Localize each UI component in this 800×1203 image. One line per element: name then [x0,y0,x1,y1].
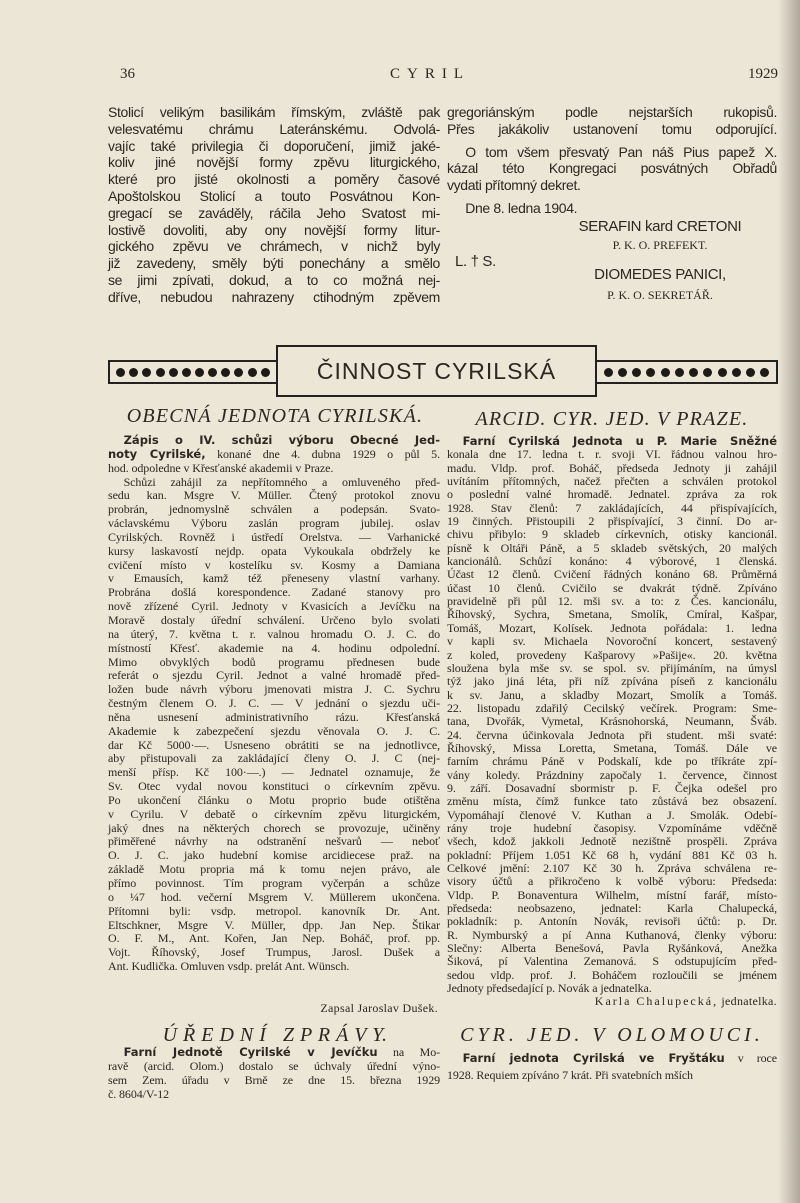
text-line: Ant. Kudlička. Omluven vsdp. prelát Ant. Wünsch. [108,959,350,974]
bold-lead: Zápis o IV. schůzi výboru Obecné Jed- [123,433,440,447]
text-line: gického zpěvu ve chrámech, v nichž byly [108,238,440,255]
text-line: Říhovský, Missa Loretta, Smetana, Tomáš. Dále ve [447,740,777,755]
text-line: čestným členem O. J. C. — V jednání o sjezdu uči- [108,696,440,711]
text-line: dříve, nebudou nahrazeny ctihodným zpěvem [108,288,440,305]
text-line: O. J. C. jako hudební komise arcidiecese praž. na [108,848,440,863]
text-line: Sv. Otec vydal novou konstituci o církevním zpěvu. [108,779,440,794]
bold-lead: Farní Jednotě Cyrilské v Jevíčku [123,1045,378,1059]
line-text: v roce [724,1051,778,1065]
text-line: jaký dnes na některých chorech se provozuje, učiněny [108,820,440,835]
text-line: sedu kan. Msgre V. Müller. Čtený protokol znovu [108,488,440,503]
text-line: kázal této Kongregaci posvátných Obřadů [447,160,777,177]
bold-lead: Farní jednota Cyrilská ve Fryštáku [462,1051,725,1065]
text-line: R. Nymburský a pí Anna Kuthanová, členky výboru: [447,927,777,942]
text-line: Celkové jmění: 2.107 Kč 30 h. Zpráva schválena re- [447,861,777,875]
decree-paragraph [447,104,777,138]
obecna-signature: Zapsal Jaroslav Dušek. [320,1001,438,1015]
text-line: cvičení místo v kostelíku sv. Kosmy a Damiana [108,557,440,572]
signer-1: SERAFIN kard CRETONI [578,218,742,235]
text-line: aby přistupovali za zakládající členy O. J. C (nej- [108,751,440,766]
text-line: na úterý, 7. května t. r. valnou hromadu O. J. C. do [108,626,440,641]
text-line: Probrána došlá korespondence. Zadané stanovy pro [108,585,440,600]
text-line: nově zřízené Cyril. Jednoty v Kvasicích a Jevíčku na [108,599,440,614]
text-line: č. 8604/V-12 [108,1087,170,1101]
text-line: 22. listopadu zdařilý Cecilský večírek. Program: Sme- [447,700,777,715]
text-line: konala dne 17. ledna t. r. svoji VI. řádnou valnou hro- [447,447,777,462]
text-line: písně k Oltáři Páně, a 5 skladeb světských, 20 malých [447,540,777,555]
seal-mark: L. † S. [455,253,496,270]
bold-lead: noty Cyrilské, [108,446,206,461]
banner-dots-left [108,360,276,384]
text-line: visory účtů a přikročeno k volbě výboru: Předseda: [447,874,777,889]
text-line: změnu místa, čímž funkce tato zůstává bez obsazení. [447,794,777,809]
text-line: v kapli sv. Michaela Novoroční koncert, sestavený [447,634,777,649]
heading-arcid-praha: ARCID. CYR. JED. V PRAZE. [475,408,749,430]
section-banner-title: ČINNOST CYRILSKÁ [316,357,557,384]
text-line: o ¼7 hod. večerní Msgrem V. Müllerem ukončena. [108,889,440,904]
text-line: O tom všem přesvatý Pan náš Pius papež X. [465,143,777,160]
text-line: madu. Vldp. prof. Boháč, předseda Jednoty ji zahájil [447,460,777,475]
decree-paragraph [447,144,777,194]
text-line: Stolicí velikým basilikám římským, zvláště pak [108,104,440,120]
text-line: menší přísp. Kč 100·—.) — Jednatel oznamuje, že [108,765,440,780]
text-line: přímo povinnost. Tím program vyčerpán a schůze [108,876,440,890]
text-line: 9. září. Dosavadní sbormistr p. F. Čejka odešel pro [447,780,777,795]
text-line: gregoriánským podle nejstarších rukopisů. [447,104,777,120]
text-line: Přes jakákoliv ustanovení tomu odporující. [447,120,777,137]
text-line: 24. června účinkovala Jednota při student. mši svaté: [447,727,777,742]
text-line [108,1045,440,1059]
text-line: referát o sjezdu Cyril. Jednot a valné hromadě před- [108,668,440,683]
text-line: hod. odpoledne v Křesťanské akademii v Praze. [108,460,334,475]
text-line: Moravě dostaly úřední schválení. Určeno bylo svolati [108,612,440,627]
text-line: pokladník: p. Antonín Novák, revisoři účtů: p. Dr. [447,914,777,929]
text-line: vydati přítomný dekret. [447,177,581,194]
decree-date: Dne 8. ledna 1904. [465,199,578,216]
decree-text-right [447,104,777,217]
text-line: z koled, provedeny Kašparovy »Pašije«. 20. května [447,647,777,662]
text-line: koliv jiné novější formy zpěvu liturgického, [108,154,440,171]
signature-name: Karla Chalupecká, [594,994,719,1008]
text-line: sloužena byla mše sv. se spol. sv. přijímáním, na úmysl [447,660,777,675]
text-line: pokladní: Příjem 1.051 Kč 68 h, vydání 881 Kč 03 h. [447,847,777,862]
text-line: předseda: neobsazeno, jednatel: Karla Chalupecká, [447,901,777,916]
text-line: vány koledy. Prázdniny započaly 1. července, činnost [447,767,777,782]
section-banner [276,345,597,397]
text-line: sem Zem. úřadu v Brně ze dne 15. března 1929 [108,1073,440,1087]
uredni-body [108,1045,440,1101]
text-line: chivu přibylo: 9 skladeb církevních, otisky kancionál. [447,527,777,542]
signer-2-title: P. K. O. SEKRETÁŘ. [607,288,713,302]
text-line: 19 činných. Přistoupili 2 přispívající, 3 činní. Do ar- [447,514,777,529]
text-line: Tomáš, Mozart, Kolísek. Jednota pořádala: 1. ledna [447,620,777,635]
text-line: se jimi zpívati, dokud, a to co možná nej- [108,271,440,288]
text-line: farním chrámu Páně v Podskalí, kde po tříkráte zpí- [447,754,777,769]
text-line: Mimo obvyklých bodů programu přednesen bude [108,654,440,669]
line-text: na Mo- [377,1045,440,1059]
text-line: uvítáním přítomných, načež přečten a schválen protokol [447,474,777,489]
text-line: které pro jisté okolnosti a poměry časové [108,171,440,188]
text-line [108,448,440,462]
text-line: 1928. Stav členů: 7 zakládajících, 44 přispívajících, [447,500,777,515]
praha-signature [447,995,777,1008]
text-line: vajíc také privilegia či doporučení, jimiž jaké- [108,137,440,154]
text-line: účast 10 členů. Cvičilo se dvakrát týdně. Zpíváno [447,580,777,595]
text-line: gregací se zaváděly, ráčila Jeho Svatost mi- [108,204,440,221]
text-line: Schůzi zahájil za nepřítomného a omluveného před- [123,474,440,489]
text-line: Říhovský, Sychra, Smetana, Smolík, Cmíral, Kašpar, [447,607,777,622]
line-text: konané dne 4. dubna 1929 o půl 5. [205,446,440,461]
heading-obecna-jednota: OBECNÁ JEDNOTA CYRILSKÁ. [126,405,424,427]
text-line: něna usnesení administrativního rázu. Křesťanská [108,709,440,724]
obecna-body [108,434,440,974]
text-line: Šiková, pí Valentina Zemanová. S odstupujícím před- [447,954,777,969]
text-line: Vypomáhají členové V. Kuthan a J. Smolák. Odebí- [447,807,777,822]
text-line: rány troje hudební časopisy. Vzpomínáme vděčně [447,820,777,835]
text-line: 1928. Requiem zpíváno 7 krát. Při svatebních mších [447,1068,693,1082]
olomouc-body [447,1050,777,1084]
text-line: všech, kdož jakkoli Jednotě nezištně prospěli. Zpráva [447,834,777,849]
text-line: týž jako jiná léta, při níž zpívána píseň z kancionálu [447,674,777,689]
signature-role: jednatelka. [718,994,777,1008]
text-line: v Emausích, kamž též přeneseny vlastní varhany. [108,571,440,586]
text-line: velesvatému chrámu Lateránskému. Odvolá- [108,120,440,137]
text-line: Eltschkner, Msgre V. Müller, dpp. Jan Nep. Štikar [108,917,440,932]
signer-2: DIOMEDES PANICI, [594,266,726,283]
text-line: václavskému Výboru zaslán program jubilej. oslav [108,516,440,531]
text-line: ravě (arcid. Olom.) dostalo se úchvaly úřední výno- [108,1059,440,1073]
text-line: o poslední valné hromadě. Jednatel. zpráva za rok [447,487,777,502]
year: 1929 [748,66,778,82]
text-line: k sv. Janu, a skladby Mozart, Smolík a Tomáš. [447,687,777,702]
text-line: základě Motu propria má k tomu nejen právo, ale [108,862,440,877]
signer-1-title: P. K. O. PREFEKT. [612,238,708,252]
text-line [108,434,440,448]
text-line: lostivě dovoliti, aby ony novější formy litur- [108,221,440,238]
text-line: Apoštolskou Stolicí a touto Posvátnou Kon- [108,187,440,204]
text-line: probrán, jednomyslně schválen a podepsán. Svato- [108,502,440,517]
journal-title: CYRIL [390,66,470,82]
text-line: přiměřené návrhy na odstranění nešvarů — neboť [108,834,440,849]
decree-text-left [108,104,440,306]
text-line: O. F. M., Ant. Kořen, Jan Nep. Boháč, prof. pp. [108,931,440,946]
text-line: místností Křesť. akademie na 4. hodinu odpolední. [108,640,440,655]
text-line: Přítomni byli: vsdp. metropol. kanovník Dr. Ant. [108,903,440,918]
page-edge-shadow [778,0,800,1203]
text-line: pravidelně při půl 12. mši sv. a to: z Čes. kancionálu, [447,594,777,609]
text-line: kancionálů. Schůzí konáno: 4 výborové, 1 členská. [447,554,777,569]
text-line: Akademie k zabezpečení sjezdu věnovala O. J. C. [108,723,440,738]
text-line: tana, Dvořák, Vymetal, Krásnohorská, Neumann, Šváb. [447,714,777,729]
text-line: dar Kč 5000·—. Usneseno obrátiti se na jednotlivce, [108,737,440,752]
text-line [447,435,777,448]
heading-olomouc: CYR. JED. V OLOMOUCI. [460,1024,764,1046]
banner-dots-right [597,360,778,384]
text-line: již zavedeny, směly býti ponechány a smělo [108,255,440,272]
text-line: Slečny: Alberta Benešová, Pavla Ryšánková, Anežka [447,941,777,956]
text-line: ložen bude návrh výboru jmenovati mistra J. C. Sychru [108,682,440,697]
text-line: Cyrilských. Rovněž i ústředí Orelstva. — Varhanické [108,529,440,544]
bold-lead: Farní Cyrilská Jednota u P. Marie Sněžné [462,434,777,448]
page-number: 36 [120,66,135,82]
text-line: v Cyrilu. V debatě o církevním zpěvu liturgickém, [108,806,440,821]
praha-body [447,435,777,995]
text-line: kursy laskavostí nejdp. opata Vykoukala obdržely ke [108,543,440,558]
text-line: Účast 12 členů. Cvičení řádných konáno 68. Průměrná [447,567,777,582]
text-line: sedou vldp. prof. J. Boháčem rozloučili se jménem [447,967,777,982]
heading-uredni-zpravy: Ú Ř E D N Í Z P R Á V Y. [162,1024,388,1046]
text-line: Vojt. Říhovský, Josef Trumpus, Jarosl. Dušek a [108,945,440,960]
text-line: Vldp. P. Bonaventura Wilhelm, místní farář, místo- [447,887,777,902]
text-line: Po ukončení článku o Motu proprio bude otištěna [108,792,440,807]
text-line [447,1050,777,1067]
text-line: Jednoty předsedající p. Novák a jednatelka. [447,981,652,996]
